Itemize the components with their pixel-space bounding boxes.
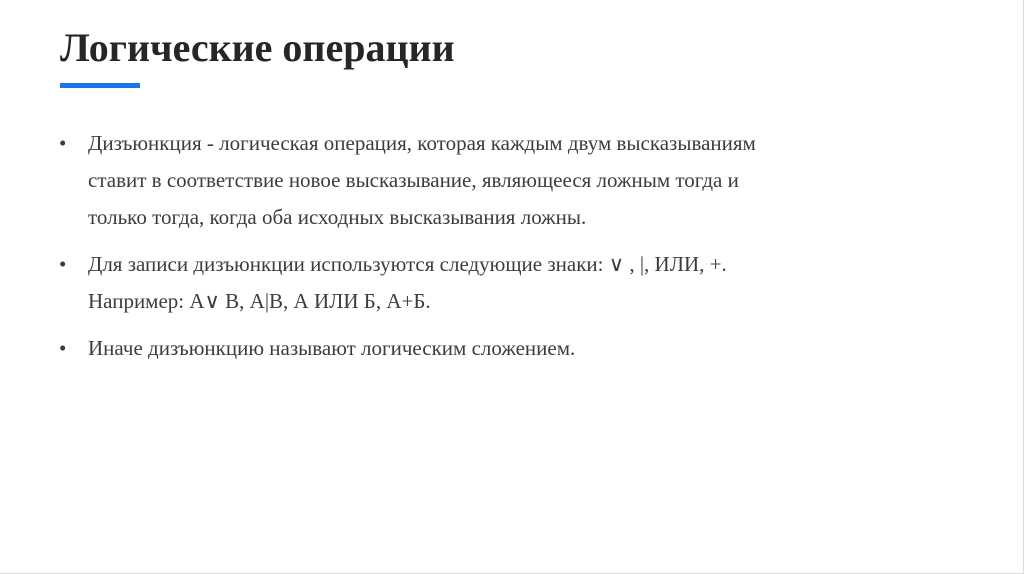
bullet-text-line: Иначе дизъюнкцию называют логическим сложением. [88,336,576,360]
bullet-item-notation [59,246,959,320]
bullet-marker: • [59,131,67,155]
bullet-text-line: Например: А∨ В, А|В, А ИЛИ Б, А+Б. [88,289,431,313]
bullet-item-logical-addition [59,330,959,367]
bullet-marker: • [59,252,67,276]
bullet-list [59,125,959,377]
bullet-marker: • [59,336,67,360]
bullet-text-line: Для записи дизъюнкции используются следующие знаки: ∨ , |, ИЛИ, +. [88,252,727,276]
bullet-text-line: только тогда, когда оба исходных высказывания ложны. [88,205,587,229]
title-accent-bar [60,83,140,88]
bullet-text-line: Дизъюнкция - логическая операция, которая каждым двум высказываниям [88,131,756,155]
bullet-item-disjunction-definition [59,125,959,236]
slide-title: Логические операции [60,25,455,70]
bullet-text-line: ставит в соответствие новое высказывание, являющееся ложным тогда и [88,168,739,192]
